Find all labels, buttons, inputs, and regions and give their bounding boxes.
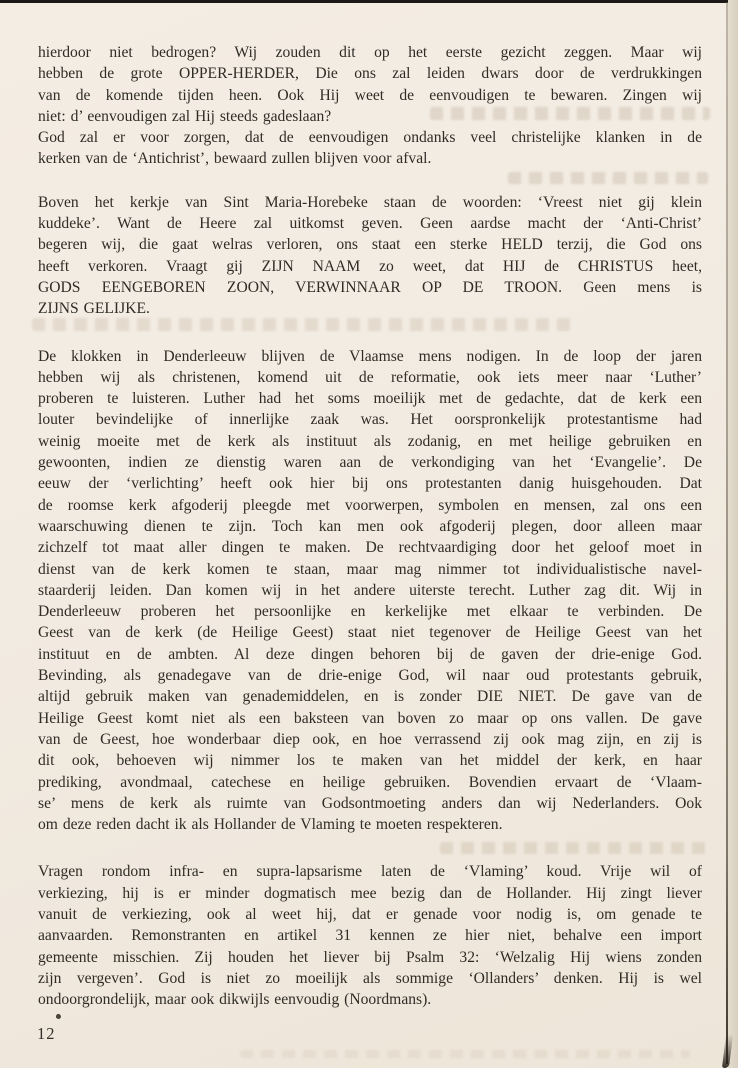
paragraph [38,861,702,1010]
body-text [38,42,702,1010]
text-line: verkiezing, hij is er minder dogmatisch mee bezig dan de Hollander. Hij zingt liever [38,884,702,902]
text-line: louter bevindelijke of innerlijke zaak was. Het oorspronkelijk protestantisme had [38,411,702,429]
paragraph [38,127,702,170]
text-line: hebben de grote OPPER-HERDER, Die ons zal leiden dwars door de verdrukkingen [38,65,702,83]
text-line: Denderleeuw proberen het persoonlijke en kerkelijke met elkaar te verbinden. De [38,603,702,621]
text-line: om deze reden dacht ik als Hollander de Vlaming te moeten respekteren. [38,816,503,834]
text-line: staarderij leiden. Dan komen wij in het andere uiterste terecht. Luther zag dit. Wij in [38,581,702,599]
text-line: ondoorgrondelijk, maar ook dikwijls eenvoudig (Noordmans). [38,991,432,1009]
text-line: gewoonten, indien ze dienstig waren aan de verkondiging van het ‘Evangelie’. De [38,454,702,472]
text-line: kerken van de ‘Antichrist’, bewaard zullen blijven voor afval. [38,150,432,168]
text-line: heeft verkoren. Vraagt gij ZIJN NAAM zo weet, dat HIJ de CHRISTUS heet, [38,257,702,275]
text-line: dit ook, behoeven wij nimmer los te maken van het middel der kerk, en haar [38,752,702,770]
text-line: begeren wij, die gaat welras verloren, ons staat een sterke HELD terzij, die God ons [38,236,702,254]
text-line: instituut en de ambten. Al deze dingen behoren bij de gaven der drie-enige God. [38,645,702,663]
text-line: GODS EENGEBOREN ZOON, VERWINNAAR OP DE TROON. Geen mens is [38,278,702,296]
text-line: kuddeke’. Want de Heere zal uitkomst geven. Geen aardse macht der ‘Anti-Christ’ [38,215,702,233]
text-line: weinig moeite met de kerk als instituut als zodanig, en met heilige gebruiken en [38,432,702,450]
text-line: zichzelf tot maat aller dingen te maken. De rechtvaardiging door het geloof moet in [38,539,702,557]
text-line: Geest van de kerk (de Heilige Geest) staat niet tegenover de Heilige Geest van het [38,624,702,642]
text-line: eeuw der ‘verlichting’ heeft ook hier bij ons protestanten danig huisgehouden. Dat [38,475,702,493]
text-line: hierdoor niet bedrogen? Wij zouden dit op het eerste gezicht zeggen. Maar wij [38,44,702,61]
ink-speck [55,1013,62,1020]
text-line: Bevinding, als genadegave van de drie-enige God, wil naar oud protestants gebruik, [38,667,702,685]
text-line: De klokken in Denderleeuw blijven de Vlaamse mens nodigen. In de loop der jaren [38,347,702,365]
text-line: vanuit de verkiezing, ook al weet hij, dat er genade voor nodig is, om genade te [38,905,702,923]
text-line: se’ mens de kerk als ruimte van Godsontmoeting anders dan wij Nederlanders. Ook [38,794,702,812]
text-line: de roomse kerk afgoderij pleegde met voorwerpen, symbolen en mensen, zal ons een [38,496,702,514]
page-edge-line [726,2,728,1064]
text-line: ZIJNS GELIJKE. [38,300,150,318]
text-line: waarschuwing dienen te zijn. Toch kan men ook afgoderij plegen, door alleen maar [38,517,702,535]
text-line: van de komende tijden heen. Ook Hij weet de eenvoudigen te bewaren. Zingen wij [38,86,702,104]
scan-edge-top [0,0,738,3]
page-number: 12 [37,1024,56,1043]
text-line: altijd gebruik maken van genademiddelen, en is zonder DIE NIET. De gave van de [38,688,702,706]
text-line: gemeente misschien. Zij houden het liever bij Psalm 32: ‘Welzalig Hij wiens zonden [38,948,702,966]
text-line: God zal er voor zorgen, dat de eenvoudigen ondanks veel christelijke klanken in de [38,129,702,147]
text-line: proberen te luisteren. Luther had het soms moeilijk met de gedachte, dat de kerk een [38,390,702,408]
scan-edge-right [728,0,738,1068]
paragraph [38,346,702,836]
text-line: aanvaarden. Remonstranten en artikel 31 kennen ze hier niet, behalve een import [38,927,702,945]
text-line: Heilige Geest komt niet als een baksteen van boven zo maar op ons vallen. De gave [38,709,702,727]
text-line: hebben wij als christenen, komend uit de reformatie, ook iets meer naar ‘Luther’ [38,368,702,386]
text-line: Boven het kerkje van Sint Maria-Horebeke staan de woorden: ‘Vreest niet gij klein [38,193,702,211]
text-line: prediking, avondmaal, catechese en heilige gebruiken. Bovendien ervaart de ‘Vlaam- [38,773,702,791]
text-line: van de Geest, hoe wonderbaar diep ook, en hoe verrassend zij ook mag zijn, en zij is [38,730,702,748]
paragraph [38,192,702,320]
paragraph [38,42,702,127]
text-line: Vragen rondom infra- en supra-lapsarisme laten de ‘Vlaming’ koud. Vrije wil of [38,863,702,881]
text-line: dienst van de kerk komen te staan, maar mag nimmer tot individualistische navel- [38,560,702,578]
text-line: zijn vergeven’. God is niet zo moeilijk als sommige ‘Ollanders’ denken. Hij is wel [38,969,702,987]
text-line: niet: d’ eenvoudigen zal Hij steeds gadeslaan? [38,107,332,125]
bleedthrough-smudge [240,1050,690,1058]
